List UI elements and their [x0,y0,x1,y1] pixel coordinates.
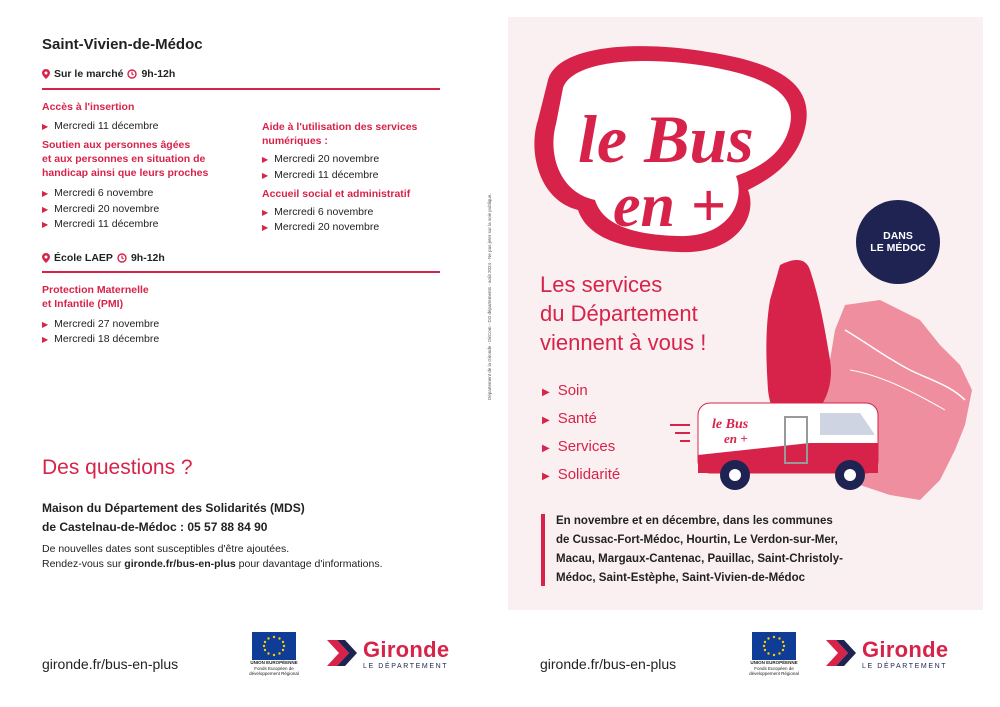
section-heading-social: Accueil social et administratif [262,188,411,200]
divider [42,88,440,90]
website-link[interactable]: gironde.fr/bus-en-plus [124,558,236,570]
location-market [42,68,175,80]
list-item: ▶ Mercredi 18 décembre [42,333,160,345]
svg-text:le Bus: le Bus [712,417,749,432]
arrow-icon: ▶ [42,335,49,344]
gironde-chevron-icon [824,636,856,670]
list-item: ▶ Soin [542,382,588,399]
eu-logo [744,632,804,677]
dans-le-medoc-badge: DANS LE MÉDOC [856,200,940,284]
arrow-icon: ▶ [42,320,49,329]
arrow-icon: ▶ [42,189,49,198]
arrow-icon: ▶ [262,208,269,217]
note-dates: De nouvelles dates sont susceptibles d'être ajoutées. [42,543,290,555]
imprint-text: Département de la Gironde - DirCom - DO départements - août 2024 - Ne pas jeter sur la voie publique. [487,193,492,400]
note-website: Rendez-vous sur gironde.fr/bus-en-plus pour davantage d'informations. [42,558,383,570]
section-heading-seniors: Soutien aux personnes âgées et aux personnes en situation de handicap ainsi que leurs proches [42,139,209,179]
list-item: ▶ Mercredi 11 décembre [42,120,159,132]
list-item: ▶ Services [542,438,616,455]
location-place: Sur le marché [54,68,124,80]
mds-phone: de Castelnau-de-Médoc : 05 57 88 84 90 [42,520,268,534]
location-time: 9h-12h [130,252,165,264]
arrow-icon: ▶ [42,205,49,214]
arrow-icon: ▶ [42,220,49,229]
eu-flag-icon [252,632,296,660]
section-heading-digital: Aide à l'utilisation des services numériques : [262,121,418,147]
eu-flag-icon [752,632,796,660]
bus-illustration [660,395,890,495]
arrow-icon: ▶ [42,122,49,131]
list-item: ▶ Mercredi 11 décembre [42,218,159,230]
arrow-icon: ▶ [542,387,550,398]
questions-title: Des questions ? [42,456,193,479]
communes-bar [541,514,545,586]
svg-text:en +: en + [613,172,726,240]
communes-text: En novembre et en décembre, dans les communes de Cussac-Fort-Médoc, Hourtin, Le Verdon-sur-Mer, Macau, Margaux-Cantenac, Pauillac, Saint-Christoly- Médoc, Saint-Estèphe, Saint-Vivien-de-Médoc [556,515,843,584]
gironde-chevron-icon [325,636,357,670]
arrow-icon: ▶ [542,415,550,426]
le-bus-en-plus-logo [518,40,828,260]
section-heading-pmi: Protection Maternelle et Infantile (PMI) [42,284,149,310]
clock-icon [127,69,137,79]
footer-url-right[interactable]: gironde.fr/bus-en-plus [540,656,677,672]
clock-icon [117,253,127,263]
list-item: ▶ Mercredi 6 novembre [42,187,154,199]
list-item: ▶ Santé [542,410,597,427]
svg-text:le Bus: le Bus [578,101,754,177]
gironde-logo-right: Gironde LE DÉPARTEMENT [824,636,948,670]
list-item: ▶ Mercredi 20 novembre [262,153,380,165]
mds-name: Maison du Département des Solidarités (MDS) [42,501,305,515]
eu-logo [244,632,304,677]
list-item: ▶ Solidarité [542,466,621,483]
list-item: ▶ Mercredi 20 novembre [42,203,160,215]
services-list [542,378,620,490]
eu-text: UNION EUROPÉENNE Fonds Européen de développement Régional [749,660,799,676]
arrow-icon: ▶ [262,171,269,180]
town-title: Saint-Vivien-de-Médoc [42,36,203,53]
location-laep [42,252,165,264]
list-item: ▶ Mercredi 20 novembre [262,221,380,233]
list-item: ▶ Mercredi 11 décembre [262,169,379,181]
location-pin-icon [42,69,50,79]
divider [42,271,440,273]
arrow-icon: ▶ [542,443,550,454]
arrow-icon: ▶ [542,471,550,482]
footer-url-left[interactable]: gironde.fr/bus-en-plus [42,656,179,672]
arrow-icon: ▶ [262,223,269,232]
arrow-icon: ▶ [262,155,269,164]
location-pin-icon [42,253,50,263]
list-item: ▶ Mercredi 6 novembre [262,206,374,218]
list-item: ▶ Mercredi 27 novembre [42,318,160,330]
gironde-logo-left: Gironde LE DÉPARTEMENT [325,636,449,670]
headline: Les services du Département viennent à vous ! [540,272,707,355]
location-place: École LAEP [54,252,113,264]
eu-text: UNION EUROPÉENNE Fonds Européen de développement Régional [249,660,299,676]
location-time: 9h-12h [141,68,176,80]
section-heading-insertion: Accès à l'insertion [42,101,135,113]
svg-text:en +: en + [724,431,748,446]
